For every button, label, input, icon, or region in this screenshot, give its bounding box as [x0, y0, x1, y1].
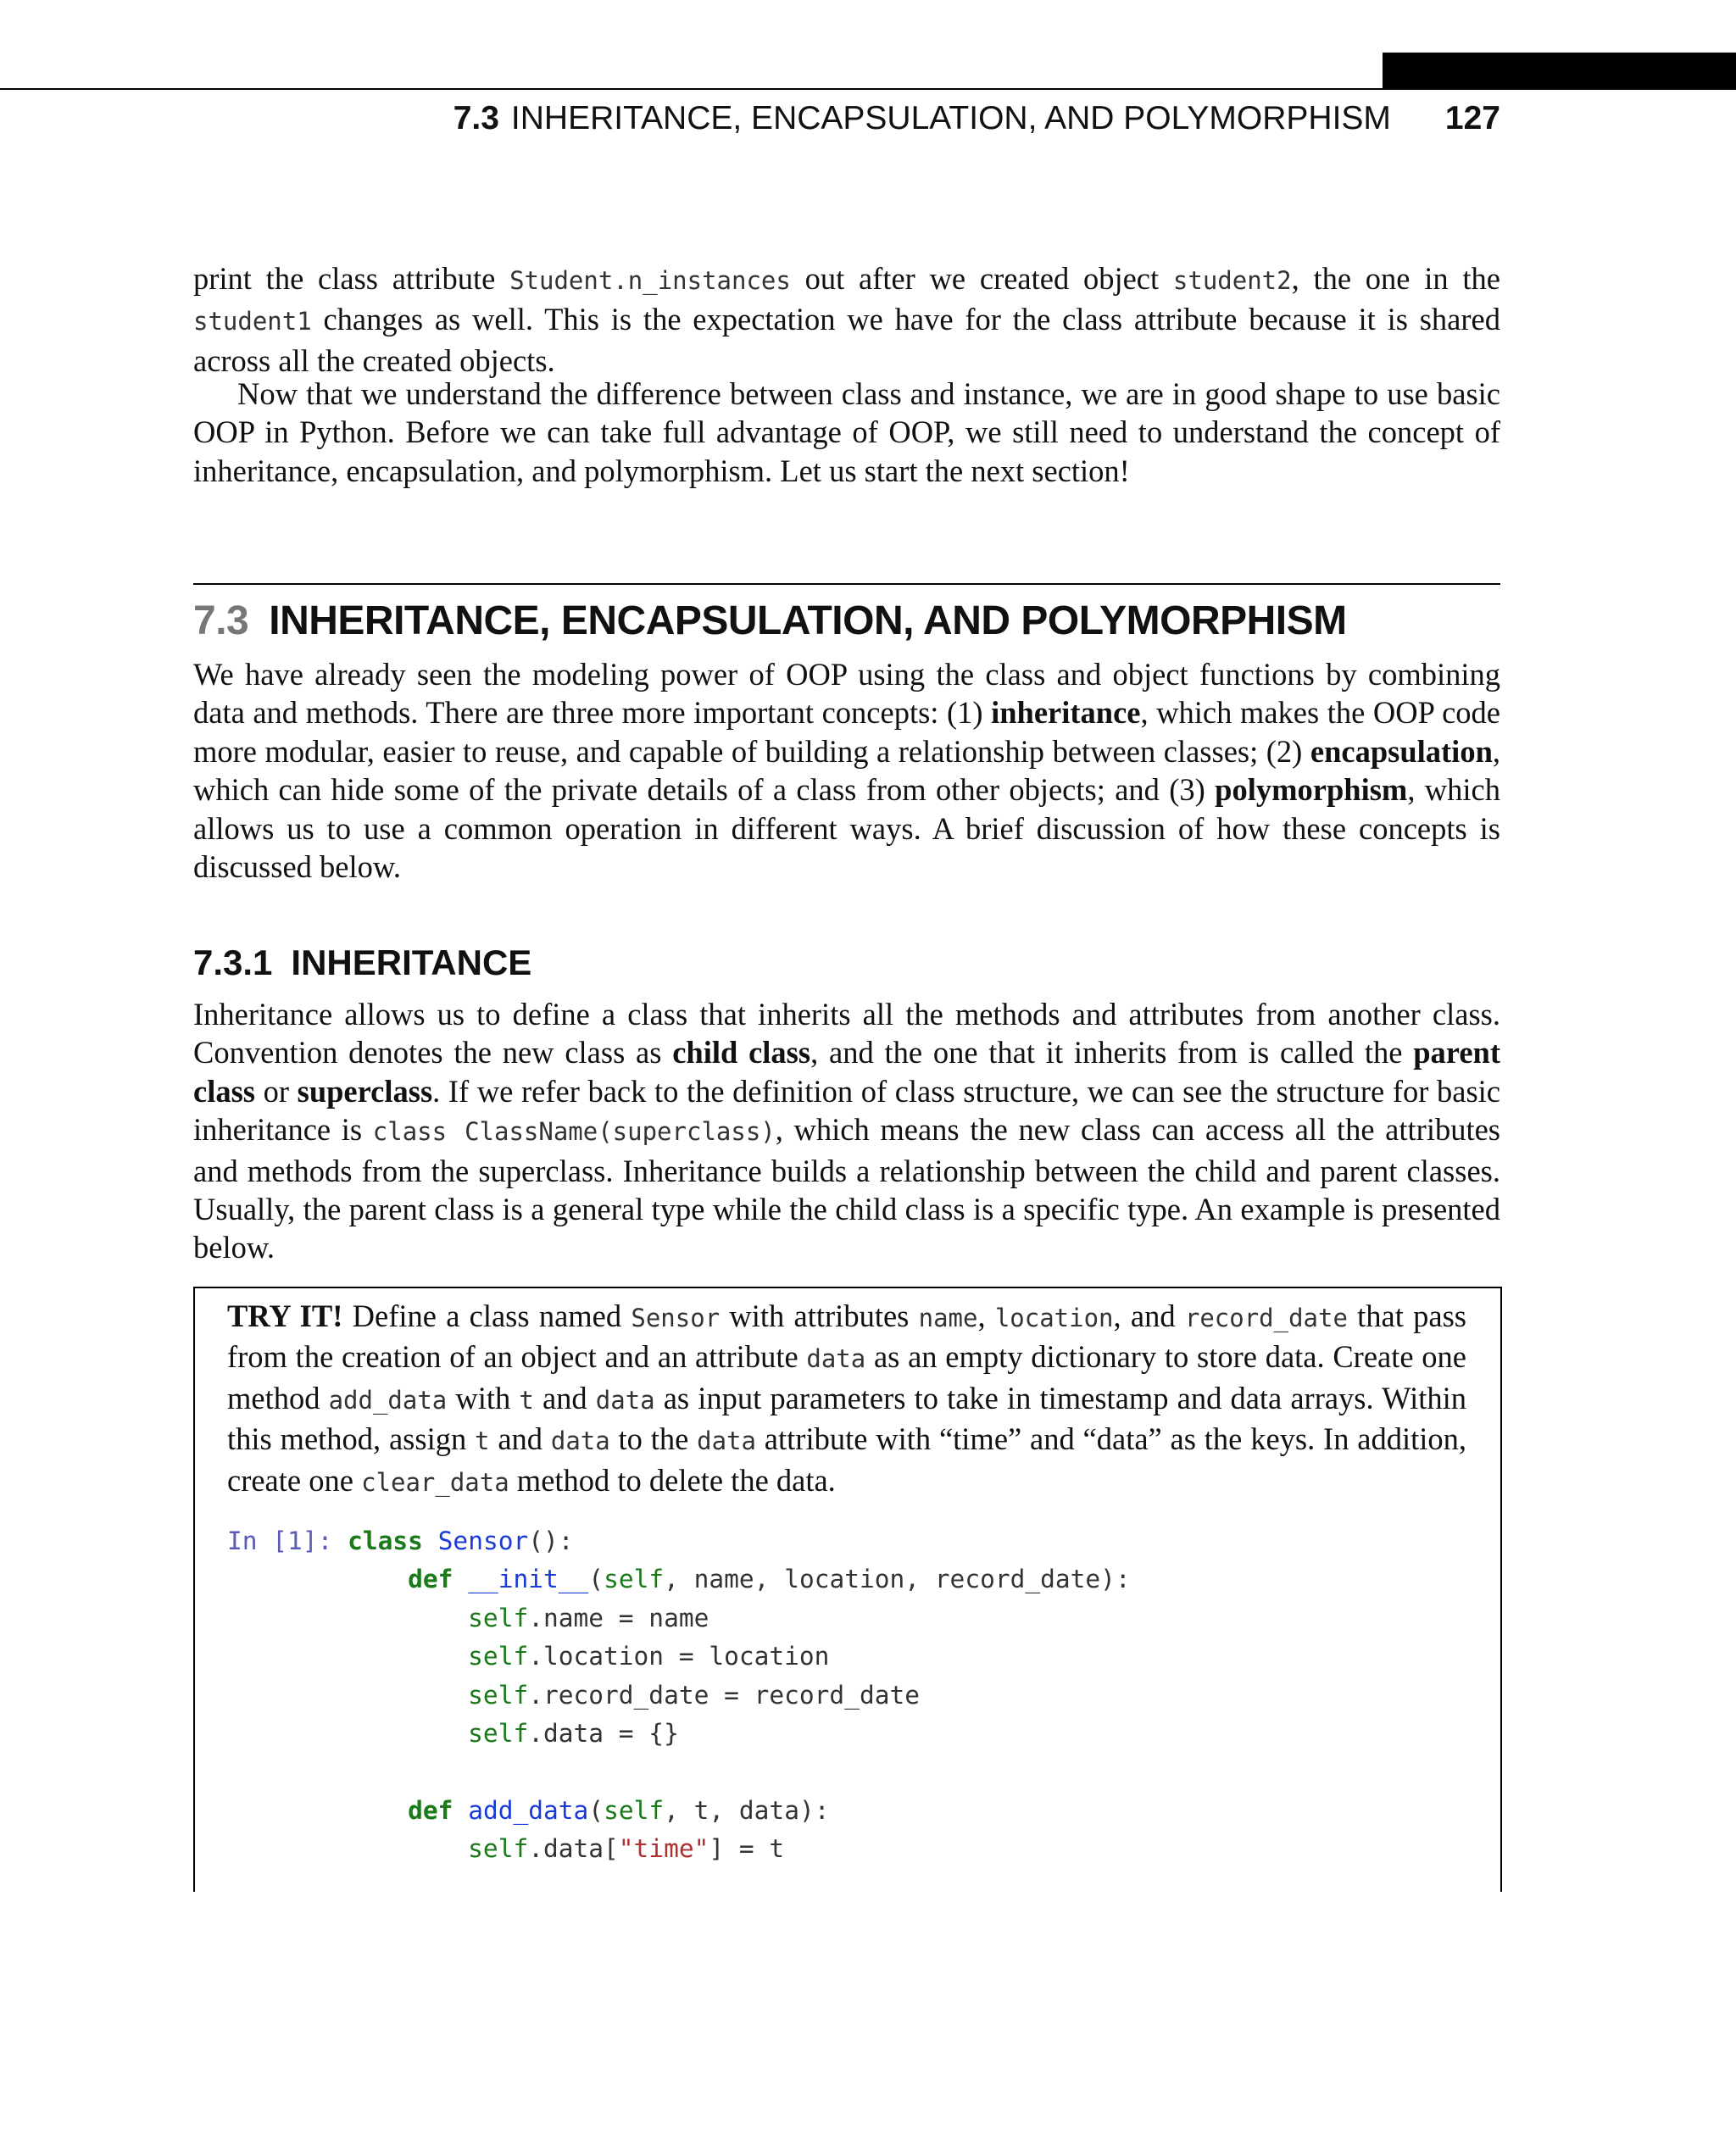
text-run: with	[447, 1380, 520, 1415]
text-run: We have already seen the modeling power of OOP using the class and object functions by combining data and methods. There are three more important concepts: (1)	[193, 657, 1500, 731]
text-run: changes as well. This is the expectation we have for the class attribute because it is shared across all the created objects.	[193, 302, 1500, 378]
bold-term: inheritance	[991, 695, 1141, 731]
code-text: ] = t	[709, 1834, 785, 1864]
section-rule	[193, 583, 1500, 585]
text-run: or	[255, 1073, 298, 1109]
code-self: self	[604, 1795, 665, 1825]
code-text: (	[588, 1795, 604, 1825]
inline-code: student1	[193, 307, 312, 336]
text-run: method to delete the data.	[509, 1462, 836, 1498]
text-run: print the class attribute	[193, 261, 510, 296]
inline-code: Student.n_instances	[509, 266, 791, 295]
code-line	[227, 1677, 1131, 1715]
text-run: and	[489, 1421, 551, 1457]
subsection-body	[193, 995, 1500, 1267]
code-line	[227, 1715, 1131, 1753]
code-cell	[227, 1522, 1131, 1869]
inline-code: add_data	[328, 1385, 448, 1415]
inline-code: clear_data	[361, 1467, 509, 1497]
code-text: .data = {}	[528, 1718, 679, 1748]
inline-code: data	[806, 1344, 866, 1374]
header-black-bar	[1383, 53, 1736, 88]
code-class-name: Sensor	[437, 1527, 529, 1555]
inline-code: location	[994, 1304, 1114, 1332]
bold-term: parent class	[193, 1035, 1500, 1109]
code-indent	[227, 1719, 468, 1748]
code-space	[423, 1527, 438, 1555]
intro-paragraph-2	[193, 375, 1500, 490]
inline-code: record_date	[1184, 1304, 1348, 1332]
code-string: "time"	[618, 1834, 709, 1864]
inline-code: data	[595, 1385, 655, 1415]
code-self: self	[468, 1834, 529, 1864]
running-head-title	[453, 100, 1391, 137]
code-line	[227, 1522, 1131, 1560]
running-head	[453, 95, 1500, 142]
code-indent	[227, 1604, 468, 1632]
code-text: .name = name	[528, 1603, 709, 1632]
text-run: and	[533, 1380, 596, 1415]
text-run: , which makes the OOP code more modular, easier to reuse, and capable of building a relationship between classes; (2)	[193, 695, 1500, 769]
text-run: out after we created object	[790, 261, 1173, 296]
bold-term: encapsulation	[1310, 733, 1493, 769]
code-line	[227, 1830, 1131, 1868]
text-run: Now that we understand the difference between class and instance, we are in good shape to use basic OOP in Python. Before we can take full advantage of OOP, we still need to understand the concept of inheritance, encapsulation, and polymorphism. Let us start the next section!	[193, 376, 1500, 488]
code-text: .location = location	[528, 1642, 830, 1671]
code-keyword: def	[408, 1565, 453, 1594]
inline-code: student2	[1172, 266, 1292, 295]
text-run: ,	[977, 1299, 995, 1333]
subsection-heading	[193, 939, 531, 987]
text-run: Inheritance allows us to define a class that inherits all the methods and attributes from another class. Convention denotes the new class as	[193, 997, 1500, 1070]
subsection-title: INHERITANCE	[291, 943, 532, 982]
text-run: with attributes	[720, 1299, 919, 1333]
code-keyword: def	[408, 1795, 453, 1825]
code-keyword: class	[348, 1527, 423, 1555]
bold-term: polymorphism	[1215, 772, 1408, 808]
inline-code: class ClassName(superclass)	[372, 1117, 776, 1147]
code-line	[227, 1638, 1131, 1676]
text-run: , which can hide some of the private details of a class from other objects; and (3)	[193, 733, 1500, 808]
bold-term: superclass	[297, 1073, 433, 1109]
code-line	[227, 1792, 1131, 1830]
text-run: , and the one that it inherits from is called the	[810, 1035, 1414, 1070]
code-text: .data[	[528, 1834, 619, 1864]
text-run: as an empty dictionary to store data. Create one method	[227, 1339, 1466, 1415]
subsection-number: 7.3.1	[193, 943, 273, 982]
code-indent	[227, 1796, 408, 1825]
intro-paragraph-1	[193, 259, 1500, 380]
text-run: , which means the new class can access all the attributes and methods from the superclass. Inheritance builds a relationship between the child and parent classes. Usually, the parent class is a general type while the child class is a specific type. An example is presented below.	[193, 1112, 1501, 1265]
text-run: to the	[609, 1421, 698, 1457]
code-text: (	[588, 1565, 604, 1594]
inline-code: data	[697, 1426, 756, 1456]
code-indent	[227, 1565, 408, 1593]
text-run: Define a class named	[342, 1299, 632, 1333]
code-indent	[227, 1834, 468, 1863]
text-run: , the one in the	[1291, 261, 1500, 296]
inline-code: t	[519, 1385, 534, 1415]
code-text: , name, location, record_date):	[664, 1565, 1131, 1594]
section-number: 7.3	[193, 598, 249, 643]
text-run: , which allows us to use a common operation in different ways. A brief discussion of how these concepts is discussed below.	[193, 772, 1500, 885]
code-self: self	[468, 1642, 529, 1671]
text-run: as input parameters to take in timestamp and data arrays. Within this method, assign	[227, 1380, 1466, 1457]
code-prompt: In [1]:	[227, 1527, 348, 1555]
text-run: , and	[1113, 1299, 1185, 1333]
header-rule	[0, 88, 1736, 90]
inline-code: data	[550, 1426, 610, 1456]
code-space	[453, 1796, 468, 1825]
running-head-section-number: 7.3	[453, 100, 499, 136]
try-it-label: TRY IT!	[227, 1299, 343, 1333]
inline-code: Sensor	[631, 1304, 721, 1332]
code-line	[227, 1560, 1131, 1599]
section-title: INHERITANCE, ENCAPSULATION, AND POLYMORPHISM	[269, 598, 1347, 643]
code-text: .record_date = record_date	[528, 1680, 920, 1710]
code-text: , t, data):	[664, 1795, 830, 1825]
section-body	[193, 655, 1500, 886]
code-self: self	[468, 1718, 529, 1748]
try-it-box	[193, 1287, 1502, 1892]
text-run: that pass from the creation of an object and an attribute	[227, 1299, 1467, 1375]
try-it-text	[227, 1297, 1466, 1502]
code-function-name: __init__	[468, 1565, 589, 1594]
section-heading	[193, 595, 1347, 646]
text-run: . If we refer back to the definition of class structure, we can see the structure for basic inheritance is	[193, 1073, 1501, 1148]
page-number: 127	[1444, 100, 1500, 136]
code-indent	[227, 1681, 468, 1710]
running-head-section-title: INHERITANCE, ENCAPSULATION, AND POLYMORPHISM	[510, 100, 1391, 136]
code-text: ():	[528, 1527, 574, 1555]
text-run: attribute with “time” and “data” as the keys. In addition, create one	[227, 1421, 1467, 1498]
code-self: self	[468, 1603, 529, 1632]
bold-term: child class	[672, 1035, 811, 1070]
code-line	[227, 1599, 1131, 1638]
inline-code: t	[475, 1426, 490, 1456]
inline-code: name	[918, 1304, 978, 1332]
code-indent	[227, 1642, 468, 1671]
code-space	[453, 1565, 468, 1593]
code-self: self	[468, 1680, 529, 1710]
code-self: self	[604, 1565, 665, 1594]
code-function-name: add_data	[468, 1795, 589, 1825]
code-blank-line	[227, 1753, 1131, 1791]
